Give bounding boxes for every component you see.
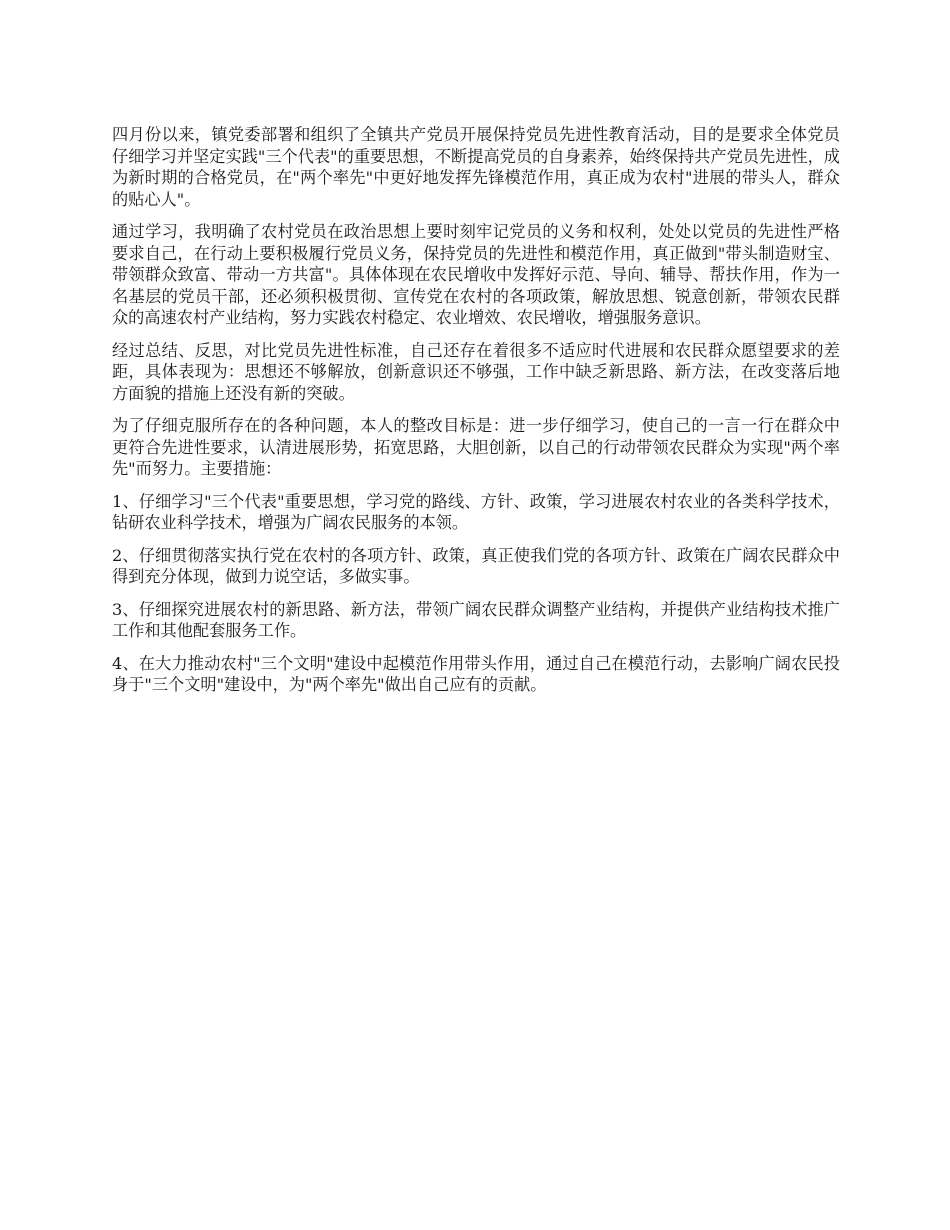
paragraph-rectification-goal: 为了仔细克服所存在的各种问题，本人的整改目标是：进一步仔细学习，使自己的一言一行在群众中更符合先进性要求，认清进展形势，拓宽思路，大胆创新，以自己的行动带领农民群众为实现"两个率先"而努力。主要措施： [112,416,840,478]
measure-item-4: 4、在大力推动农村"三个文明"建设中起模范作用带头作用，通过自己在模范行动，去影响广阔农民投身于"三个文明"建设中，为"两个率先"做出自己应有的贡献。 [112,653,840,694]
paragraph-study-result: 通过学习，我明确了农村党员在政治思想上要时刻牢记党员的义务和权利，处处以党员的先进性严格要求自己，在行动上要积极履行党员义务，保持党员的先进性和模范作用，真正做到"带头制造财宝、带领群众致富、带动一方共富"。具体体现在农民增收中发挥好示范、导向、辅导、帮扶作用，作为一名基层的党员干部，还必须积极贯彻、宣传党在农村的各项政策，解放思想、锐意创新，带领农民群众的高速农村产业结构，努力实践农村稳定、农业增效、农民增收，增强服务意识。 [112,222,840,327]
paragraph-intro: 四月份以来，镇党委部署和组织了全镇共产党员开展保持党员先进性教育活动，目的是要求全体党员仔细学习并坚定实践"三个代表"的重要思想，不断提高党员的自身素养，始终保持共产党员先进性，成为新时期的合格党员，在"两个率先"中更好地发挥先锋模范作用，真正成为农村"进展的带头人，群众的贴心人"。 [112,125,840,209]
measure-item-2: 2、仔细贯彻落实执行党在农村的各项方针、政策，真正使我们党的各项方针、政策在广阔农民群众中得到充分体现，做到力说空话，多做实事。 [112,545,840,586]
paragraph-reflection: 经过总结、反思，对比党员先进性标准，自己还存在着很多不适应时代进展和农民群众愿望要求的差距，具体表现为：思想还不够解放，创新意识还不够强，工作中缺乏新思路、新方法，在改变落后地方面貌的措施上还没有新的突破。 [112,340,840,403]
measure-item-1: 1、仔细学习"三个代表"重要思想，学习党的路线、方针、政策，学习进展农村农业的各类科学技术，钻研农业科学技术，增强为广阔农民服务的本领。 [112,491,840,532]
measure-item-3: 3、仔细探究进展农村的新思路、新方法，带领广阔农民群众调整产业结构，并提供产业结构技术推广工作和其他配套服务工作。 [112,599,840,640]
document-body [112,124,840,707]
